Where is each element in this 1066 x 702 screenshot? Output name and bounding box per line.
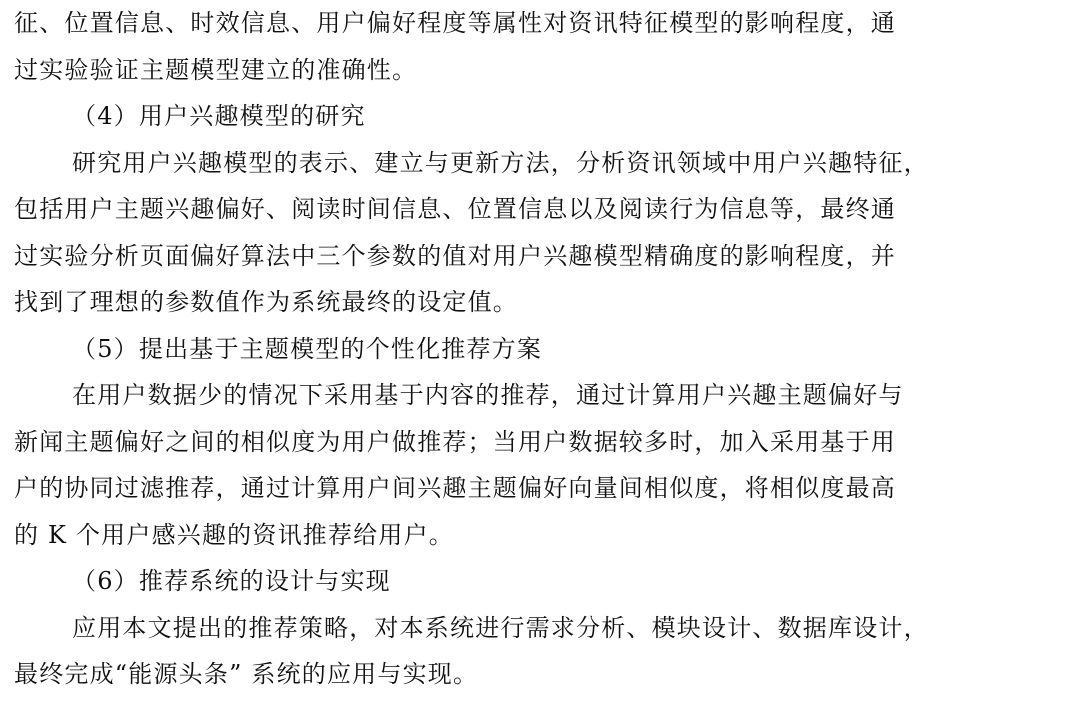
- section-heading: （4）用户兴趣模型的研究: [72, 102, 366, 130]
- paragraph-line: 新闻主题偏好之间的相似度为用户做推荐；当用户数据较多时，加入采用基于用: [14, 427, 896, 456]
- paragraph-line: 在用户数据少的情况下采用基于内容的推荐，通过计算用户兴趣主题偏好与: [72, 381, 904, 409]
- paragraph-line: 包括用户主题兴趣偏好、阅读时间信息、位置信息以及阅读行为信息等，最终通: [14, 195, 896, 223]
- paragraph-line: 征、位置信息、时效信息、用户偏好程度等属性对资讯特征模型的影响程度，通: [14, 9, 896, 37]
- paragraph-line: 最终完成“能源头条” 系统的应用与实现。: [14, 660, 479, 688]
- paragraph-line: 应用本文提出的推荐策略，对本系统进行需求分析、模块设计、数据库设计，: [72, 613, 929, 642]
- paragraph-line: 户的协同过滤推荐，通过计算用户间兴趣主题偏好向量间相似度，将相似度最高: [14, 474, 896, 502]
- paragraph-line: 研究用户兴趣模型的表示、建立与更新方法，分析资讯领域中用户兴趣特征，: [72, 148, 929, 177]
- paragraph-line: 过实验分析页面偏好算法中三个参数的值对用户兴趣模型精确度的影响程度，并: [14, 241, 896, 270]
- document-page: [14, 0, 1044, 702]
- paragraph-line: 过实验验证主题模型建立的准确性。: [14, 55, 418, 84]
- section-heading: （6）推荐系统的设计与实现: [72, 567, 391, 595]
- paragraph-line: 找到了理想的参数值作为系统最终的设定值。: [14, 288, 518, 316]
- paragraph-line: 的 K 个用户感兴趣的资讯推荐给用户。: [14, 520, 454, 549]
- section-heading: （5）提出基于主题模型的个性化推荐方案: [72, 334, 543, 363]
